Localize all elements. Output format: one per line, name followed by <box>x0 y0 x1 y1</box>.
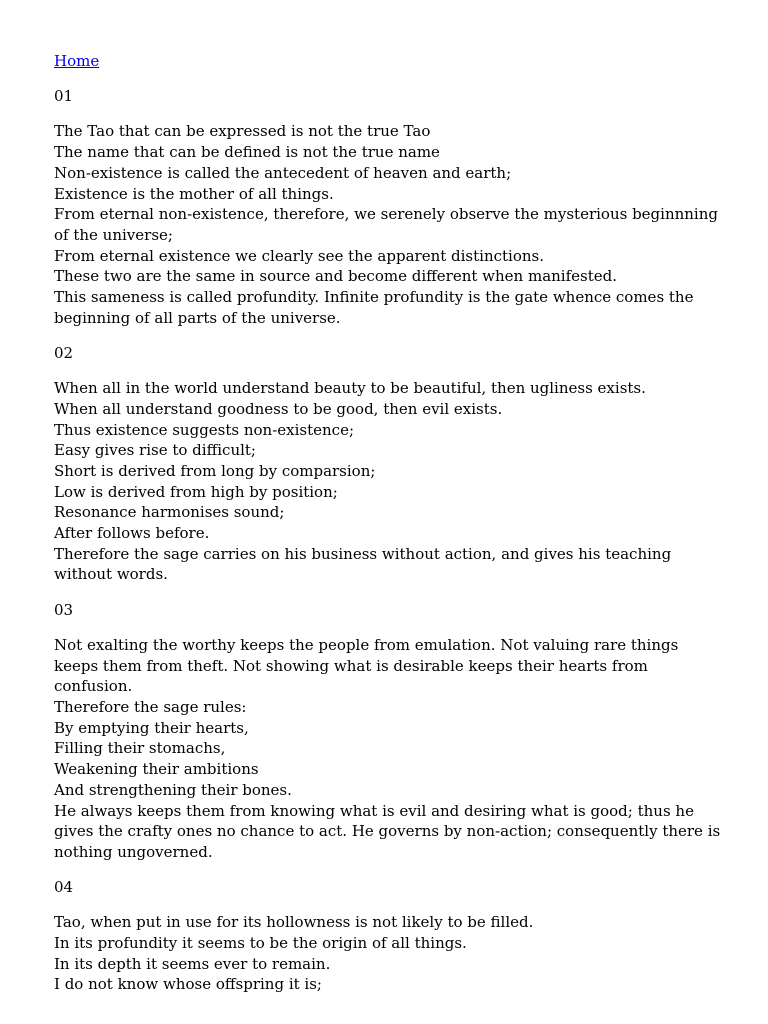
chapter-number: 01 <box>54 87 74 106</box>
verse-line: Therefore the sage rules: <box>54 697 247 716</box>
verse-line: I do not know whose offspring it is; <box>54 975 322 994</box>
verse-line: The name that can be defined is not the true name <box>54 143 440 162</box>
verse-line: Non-existence is called the antecedent of heaven and earth; <box>54 163 512 182</box>
verse-line: By emptying their hearts, <box>54 718 249 737</box>
chapter-text <box>54 635 724 863</box>
chapter-number: 04 <box>54 878 74 897</box>
verse-line: From eternal existence we clearly see the apparent distinctions. <box>54 246 544 265</box>
verse-line: The Tao that can be expressed is not the true Tao <box>54 122 431 141</box>
verse-line: Weakening their ambitions <box>54 760 259 779</box>
verse-line: From eternal non-existence, therefore, we serenely observe the mysterious beginnning of the universe; <box>54 205 718 244</box>
verse-line: After follows before. <box>54 524 210 543</box>
chapter-text <box>54 378 724 585</box>
home-link[interactable]: Home <box>54 52 100 70</box>
verse-line: Short is derived from long by comparsion; <box>54 461 376 480</box>
verse-line: Thus existence suggests non-existence; <box>54 420 355 439</box>
verse-line: In its depth it seems ever to remain. <box>54 954 331 973</box>
verse-line: Existence is the mother of all things. <box>54 184 334 203</box>
verse-line: Not exalting the worthy keeps the people from emulation. Not valuing rare things keeps them from theft. Not showing what is desirable keeps their hearts from confusion. <box>54 635 679 696</box>
chapter-number: 02 <box>54 343 74 362</box>
verse-line: Tao, when put in use for its hollowness is not likely to be filled. <box>54 913 534 932</box>
chapter-text <box>54 912 724 995</box>
verse-line: He always keeps them from knowing what is evil and desiring what is good; thus he gives the crafty ones no chance to act. He governs by non-action; consequently there is nothing ungoverned. <box>54 801 721 861</box>
chapter-number: 03 <box>54 600 74 619</box>
verse-line: And strengthening their bones. <box>54 780 292 799</box>
nav-paragraph <box>54 51 724 72</box>
verse-line: When all understand goodness to be good, then evil exists. <box>54 399 503 418</box>
verse-line: Low is derived from high by position; <box>54 482 338 501</box>
chapter-text <box>54 121 724 328</box>
verse-line: This sameness is called profundity. Infinite profundity is the gate whence comes the beginning of all parts of the universe. <box>54 288 694 327</box>
verse-line: Filling their stomachs, <box>54 739 226 758</box>
verse-line: These two are the same in source and become different when manifested. <box>54 267 618 286</box>
document-page <box>54 51 724 1010</box>
chapters-container <box>54 86 724 995</box>
verse-line: In its profundity it seems to be the origin of all things. <box>54 934 467 953</box>
verse-line: Easy gives rise to difficult; <box>54 441 256 460</box>
verse-line: Therefore the sage carries on his business without action, and gives his teaching without words. <box>54 544 672 584</box>
verse-line: Resonance harmonises sound; <box>54 503 285 522</box>
verse-line: When all in the world understand beauty to be beautiful, then ugliness exists. <box>54 379 646 398</box>
